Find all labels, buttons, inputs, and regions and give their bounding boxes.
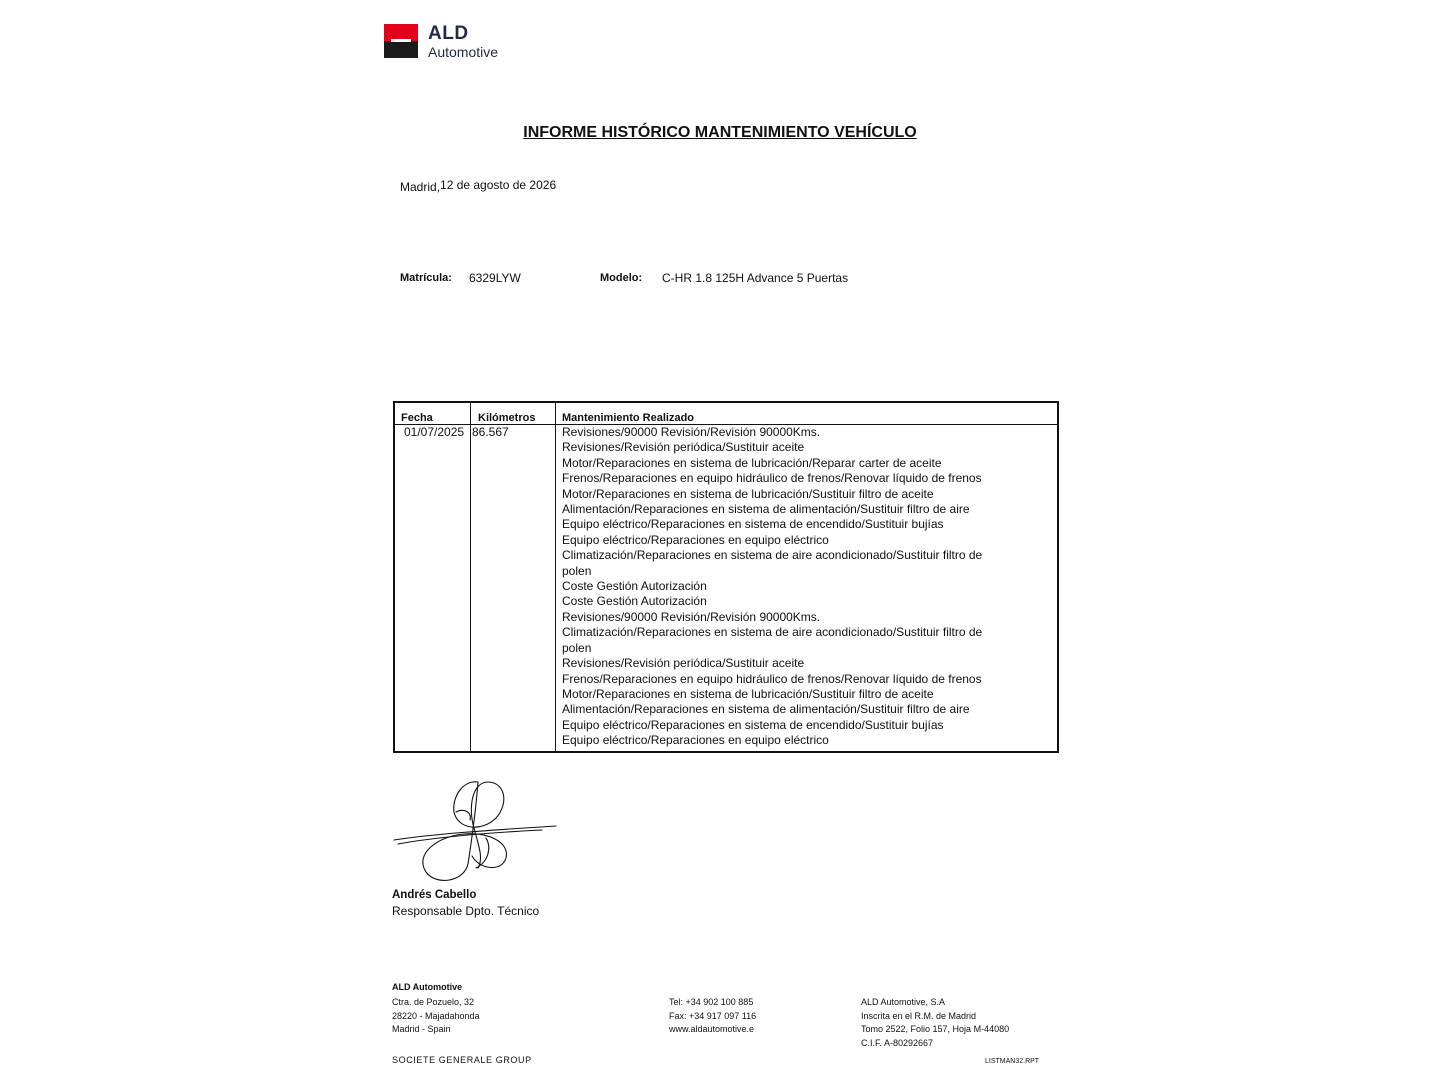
plate-label: Matrícula:	[400, 272, 452, 284]
model-label: Modelo:	[600, 272, 643, 284]
header-fecha: Fecha	[401, 412, 433, 424]
maintenance-item: polen	[562, 563, 592, 578]
footer-company: ALD Automotive	[392, 982, 463, 992]
report-title: INFORME HISTÓRICO MANTENIMIENTO VEHÍCULO	[523, 124, 917, 141]
footer-legal-line: Inscrita en el R.M. de Madrid	[861, 1010, 977, 1021]
maintenance-item: Frenos/Reparaciones en equipo hidráulico de frenos/Renovar líquido de frenos	[562, 471, 982, 486]
maintenance-items-list	[562, 425, 982, 749]
maintenance-item: Equipo eléctrico/Reparaciones en equipo eléctrico	[562, 532, 829, 547]
maintenance-item: Climatización/Reparaciones en sistema de aire acondicionado/Sustituir filtro de	[562, 625, 983, 640]
footer-website: www.aldautomotive.e	[669, 1024, 755, 1035]
column-divider-1	[470, 403, 471, 751]
model-value: C-HR 1.8 125H Advance 5 Puertas	[662, 271, 849, 285]
place-text: Madrid,	[400, 180, 441, 194]
footer-group: SOCIETE GENERALE GROUP	[392, 1055, 532, 1065]
date-line	[400, 178, 556, 192]
footer-address-line: Madrid - Spain	[392, 1024, 451, 1035]
footer-legal	[861, 996, 1009, 1050]
maintenance-item: Alimentación/Reparaciones en sistema de alimentación/Sustituir filtro de aire	[562, 702, 970, 717]
footer-phone: Tel: +34 902 100 885	[669, 997, 754, 1007]
footer-legal-line: C.I.F. A-80292667	[861, 1037, 934, 1048]
signer-name: Andrés Cabello	[392, 889, 477, 901]
maintenance-item: Motor/Reparaciones en sistema de lubricación/Reparar carter de aceite	[562, 455, 942, 470]
ald-logo	[384, 23, 498, 59]
footer-address-line: 28220 - Majadahonda	[392, 1010, 480, 1021]
column-divider-2	[555, 403, 556, 751]
maintenance-item: Motor/Reparaciones en sistema de lubricación/Sustituir filtro de aceite	[562, 686, 934, 701]
row-fecha: 01/07/2025	[404, 425, 465, 439]
maintenance-item: Equipo eléctrico/Reparaciones en sistema de encendido/Sustituir bujías	[562, 717, 944, 732]
maintenance-item: Climatización/Reparaciones en sistema de aire acondicionado/Sustituir filtro de	[562, 548, 983, 563]
maintenance-item: Motor/Reparaciones en sistema de lubricación/Sustituir filtro de aceite	[562, 486, 934, 501]
footer-address	[392, 996, 480, 1037]
plate-value: 6329LYW	[469, 271, 521, 285]
footer-address-line: Ctra. de Pozuelo, 32	[392, 997, 475, 1007]
maintenance-item: Coste Gestión Autorización	[562, 594, 707, 609]
report-code: LISTMAN32.RPT	[985, 1058, 1040, 1065]
signer-role: Responsable Dpto. Técnico	[392, 904, 540, 918]
maintenance-table	[393, 401, 1059, 753]
logo-line-2: Automotive	[428, 43, 499, 60]
maintenance-item: Coste Gestión Autorización	[562, 579, 707, 594]
maintenance-item: polen	[562, 640, 592, 655]
logo-line-1: ALD	[428, 22, 469, 44]
maintenance-item: Equipo eléctrico/Reparaciones en equipo eléctrico	[562, 733, 829, 748]
header-mantenimiento: Mantenimiento Realizado	[562, 412, 695, 424]
maintenance-item: Revisiones/90000 Revisión/Revisión 90000Kms.	[562, 425, 821, 439]
maintenance-item: Equipo eléctrico/Reparaciones en sistema de encendido/Sustituir bujías	[562, 517, 944, 532]
footer-legal-line: ALD Automotive, S.A	[861, 997, 946, 1007]
maintenance-item: Frenos/Reparaciones en equipo hidráulico de frenos/Renovar líquido de frenos	[562, 671, 982, 686]
maintenance-item: Revisiones/90000 Revisión/Revisión 90000Kms.	[562, 609, 821, 624]
header-kilometros: Kilómetros	[478, 412, 536, 424]
footer-legal-line: Tomo 2522, Folio 157, Hoja M-44080	[861, 1024, 1010, 1035]
handwritten-signature-icon	[392, 778, 558, 884]
footer-contact	[669, 996, 756, 1037]
ald-logo-mark-icon	[384, 24, 418, 58]
maintenance-item: Revisiones/Revisión periódica/Sustituir aceite	[562, 440, 805, 455]
ald-logo-text	[428, 24, 498, 59]
row-kilometros: 86.567	[472, 425, 509, 439]
date-text: 12 de agosto de 2026	[440, 178, 557, 192]
footer-fax: Fax: +34 917 097 116	[669, 1010, 757, 1021]
maintenance-item: Revisiones/Revisión periódica/Sustituir aceite	[562, 656, 805, 671]
maintenance-item: Alimentación/Reparaciones en sistema de alimentación/Sustituir filtro de aire	[562, 502, 970, 517]
